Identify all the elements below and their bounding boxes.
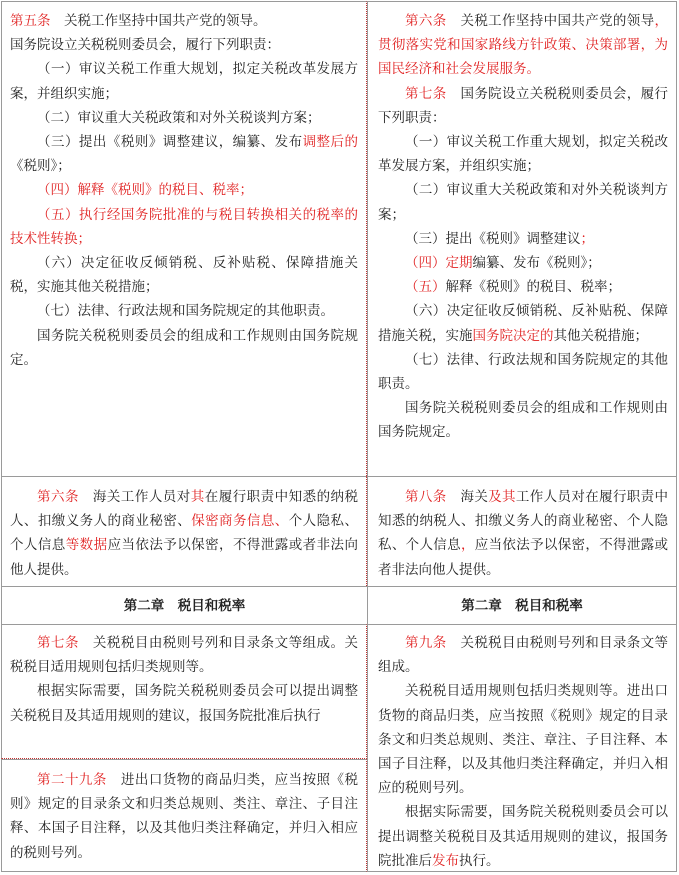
left-art5-item-4: （四）解释《税则》的税目、税率； — [37, 182, 253, 199]
right-art6-paragraph: 第六条 关税工作坚持中国共产党的领导，贯彻落实党和国家路线方针政策、决策部署，为国民经济和社会发展服务。 — [378, 13, 669, 78]
right-art7-item-1: （一）审议关税工作重大规划，拟定关税改革发展方案，并组织实施； — [378, 134, 668, 175]
right-art9-paragraph-2: 关税税目适用规则包括归类规则等。进出口货物的商品归类，应当按照《税则》规定的目录条文和归类总规则、类注、章注、子目注释、本国子目注释，以及其他归类注释确定，并归入相应的税则号列。 — [378, 683, 668, 797]
left-art7-paragraph-2: 根据实际需要，国务院关税税则委员会可以提出调整关税税目及其适用规则的建议，报国务院批准后执行 — [10, 683, 358, 724]
right-chapter-heading-cell — [367, 586, 677, 624]
left-cell-article-29 — [1, 759, 367, 872]
article-number: 第六条 — [405, 13, 447, 29]
article-number: 第六条 — [37, 489, 79, 505]
left-cell-article-7 — [1, 624, 367, 759]
left-art5-item-5: （五）执行经国务院批准的与税目转换相关的税率的技术性转换； — [10, 206, 358, 247]
right-art7-closing: 国务院关税税则委员会的组成和工作规则由国务院规定。 — [378, 400, 668, 441]
right-art7-item-6: （六）决定征收反倾销税、反补贴税、保障措施关税，实施国务院决定的其他关税措施； — [378, 303, 668, 344]
left-art5-closing: 国务院关税税则委员会的组成和工作规则由国务院规定。 — [10, 327, 358, 368]
left-art7-paragraph: 第七条 关税税目由税则号列和目录条文等组成。关税税目适用规则包括归类规则等。 — [10, 635, 359, 676]
right-art7-item-2: （二）审议重大关税政策和对外关税谈判方案； — [378, 182, 668, 223]
left-art5-item-3: （三）提出《税则》调整建议，编纂、发布调整后的《税则》； — [10, 134, 359, 175]
article-number: 第八条 — [405, 489, 447, 505]
article-number: 第九条 — [405, 635, 447, 651]
article-number: 第七条 — [405, 85, 447, 102]
left-art5-item-6: （六）决定征收反倾销税、反补贴税、保障措施关税，实施其他关税措施； — [10, 255, 358, 296]
left-art5-intro: 国务院设立关税税则委员会，履行下列职责： — [10, 37, 280, 54]
left-art5-title-line: 第五条 关税工作坚持中国共产党的领导。 — [10, 13, 267, 29]
left-art5-item-2: （二）审议重大关税政策和对外关税谈判方案； — [37, 109, 321, 126]
right-art7-item-4: （四）定期编纂、发布《税则》； — [405, 255, 601, 272]
left-art29-paragraph: 第二十九条 进出口货物的商品归类，应当按照《税则》规定的目录条文和归类总规则、类注、章注、子目注释、本国子目注释，以及其他归类注释确定，并归入相应的税则号列。 — [10, 772, 359, 861]
right-art7-item-5: （五）解释《税则》的税目、税率； — [405, 279, 621, 296]
left-cell-article-6 — [1, 476, 367, 586]
right-art9-paragraph: 第九条 关税税目由税则号列和目录条文等组成。 — [378, 635, 669, 676]
right-cell-articles-6-7 — [367, 1, 677, 476]
article-number: 第七条 — [37, 635, 79, 651]
right-cell-article-8 — [367, 476, 677, 586]
right-art9-paragraph-3: 根据实际需要，国务院关税税则委员会可以提出调整关税税目及其适用规则的建议，报国务院批准后发布执行。 — [378, 804, 668, 869]
right-cell-article-9 — [367, 624, 677, 872]
article-number: 第五条 — [10, 13, 51, 29]
chapter-heading: 第二章 税目和税率 — [123, 598, 246, 614]
left-chapter-heading-cell — [1, 586, 367, 624]
left-art6-paragraph: 第六条 海关工作人员对其在履行职责中知悉的纳税人、扣缴义务人的商业秘密、保密商务信息、个人隐私、个人信息等数据应当依法予以保密，不得泄露或者非法向他人提供。 — [10, 489, 359, 578]
left-cell-article-5 — [1, 1, 367, 476]
article-number: 第二十九条 — [37, 772, 107, 788]
chapter-heading: 第二章 税目和税率 — [461, 598, 583, 614]
left-art5-item-1: （一）审议关税工作重大规划，拟定关税改革发展方案，并组织实施； — [10, 61, 358, 102]
right-art7-title-line: 第七条 国务院设立关税税则委员会，履行下列职责： — [378, 85, 669, 126]
right-art7-item-7: （七）法律、行政法规和国务院规定的其他职责。 — [378, 351, 668, 393]
right-art8-paragraph: 第八条 海关及其工作人员对在履行职责中知悉的纳税人、扣缴义务人的商业秘密、个人隐私、个人信息，应当依法予以保密，不得泄露或者非法向他人提供。 — [378, 489, 669, 578]
comparison-table — [1, 1, 677, 872]
right-art7-item-3: （三）提出《税则》调整建议； — [405, 230, 594, 247]
left-art5-item-7: （七）法律、行政法规和国务院规定的其他职责。 — [37, 303, 334, 320]
